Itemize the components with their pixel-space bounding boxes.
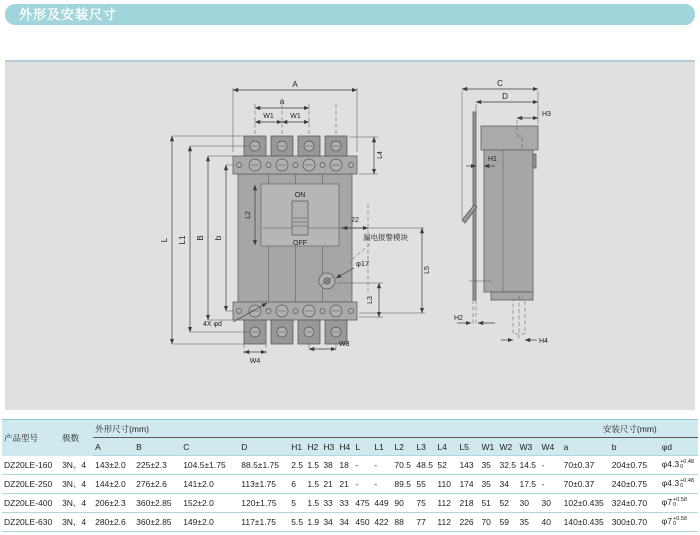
- col-header-16: W3: [517, 438, 539, 456]
- cell-dim-4: 5: [289, 494, 305, 513]
- sub-header-row: [2, 438, 698, 456]
- cell-dim-3: 117±1.75: [239, 513, 289, 532]
- cell-dim-1: 225±2.3: [134, 456, 181, 475]
- cell-dim-9: 449: [372, 494, 392, 513]
- cell-dim-17: 30: [540, 494, 562, 513]
- col-header-14: W1: [479, 438, 497, 456]
- col-header-20: φd: [660, 438, 698, 456]
- cell-dim-10: 88: [392, 513, 414, 532]
- dim-label-L5: L5: [424, 266, 431, 274]
- dim-label-L1: L1: [178, 235, 187, 245]
- side-view: [462, 112, 538, 338]
- cell-dim-0: 280±2.6: [93, 513, 134, 532]
- table-row: [2, 513, 698, 532]
- side-body: [484, 150, 533, 292]
- cell-dim-11: 48.5: [414, 456, 435, 475]
- dim-label-W1-left: W1: [263, 113, 274, 120]
- cell-dim-12: 112: [435, 494, 457, 513]
- dim-label-b: b: [214, 235, 223, 241]
- cell-dim-4: 5.5: [289, 513, 305, 532]
- page-title: 外形及安装尺寸: [19, 7, 118, 22]
- group-header-install-dims: 安装尺寸(mm): [562, 420, 698, 438]
- cell-dim-8: 450: [353, 513, 372, 532]
- cell-phi-d: φ4.3 +0.48 0: [660, 475, 698, 494]
- cell-dim-0: 206±2.3: [93, 494, 134, 513]
- cell-dim-13: 218: [457, 494, 479, 513]
- side-top-cover: [481, 126, 538, 150]
- drawing-panel: [5, 60, 695, 410]
- toggle-off-label: OFF: [293, 240, 307, 247]
- cell-poles: 3N、4: [60, 475, 93, 494]
- dim-label-W4: W4: [249, 358, 261, 365]
- cell-dim-1: 360±2.85: [134, 513, 181, 532]
- cell-dim-3: 113±1.75: [239, 475, 289, 494]
- cell-dim-1: 276±2.6: [134, 475, 181, 494]
- cell-dim-16: 17.5: [517, 475, 539, 494]
- cell-dim-18: 70±0.37: [562, 456, 610, 475]
- dim-label-C: C: [497, 79, 503, 88]
- cell-dim-10: 70.5: [392, 456, 414, 475]
- col-header-13: L5: [457, 438, 479, 456]
- cell-dim-7: 34: [337, 513, 353, 532]
- cell-dim-5: 1.5: [305, 475, 321, 494]
- cell-dim-10: 89.5: [392, 475, 414, 494]
- col-header-8: L: [353, 438, 372, 456]
- cell-dim-4: 6: [289, 475, 305, 494]
- cell-dim-0: 143±2.0: [93, 456, 134, 475]
- dim-label-H1: H1: [488, 156, 497, 163]
- dim-label-L: L: [160, 237, 169, 243]
- cell-dim-15: 34: [497, 475, 517, 494]
- cell-dim-12: 52: [435, 456, 457, 475]
- col-header-7: H4: [337, 438, 353, 456]
- cell-phi-d: φ4.3 +0.48 0: [660, 456, 698, 475]
- cell-dim-6: 38: [321, 456, 337, 475]
- col-header-2: C: [181, 438, 239, 456]
- cell-dim-11: 77: [414, 513, 435, 532]
- col-header-9: L1: [372, 438, 392, 456]
- dim-label-W1-right: W1: [290, 113, 301, 120]
- cell-phi-d: φ7 +0.58 0: [660, 513, 698, 532]
- cell-dim-5: 1.5: [305, 456, 321, 475]
- cell-dim-12: 112: [435, 513, 457, 532]
- cell-dim-2: 141±2.0: [181, 475, 239, 494]
- cell-dim-18: 102±0.435: [562, 494, 610, 513]
- cell-dim-3: 120±1.75: [239, 494, 289, 513]
- cell-model: DZ20LE-630: [2, 513, 60, 532]
- cell-model: DZ20LE-400: [2, 494, 60, 513]
- cell-dim-19: 204±0.75: [610, 456, 660, 475]
- cell-dim-7: 21: [337, 475, 353, 494]
- table-body: [2, 456, 698, 532]
- cell-dim-6: 21: [321, 475, 337, 494]
- dim-label-W3: W3: [339, 341, 350, 348]
- toggle-on-label: ON: [294, 192, 306, 199]
- dim-label-H2: H2: [454, 315, 463, 322]
- table-row: [2, 456, 698, 475]
- button-diameter-label: φ17: [356, 259, 370, 268]
- leakage-module-label: 漏电报警模块: [363, 233, 408, 242]
- table-row: [2, 475, 698, 494]
- cell-dim-9: -: [372, 475, 392, 494]
- dim-label-L3: L3: [367, 296, 374, 304]
- cell-dim-9: 422: [372, 513, 392, 532]
- cell-dim-10: 90: [392, 494, 414, 513]
- cell-dim-16: 30: [517, 494, 539, 513]
- cell-model: DZ20LE-250: [2, 475, 60, 494]
- cell-dim-2: 152±2.0: [181, 494, 239, 513]
- cell-dim-1: 360±2.85: [134, 494, 181, 513]
- cell-dim-16: 35: [517, 513, 539, 532]
- mounting-holes-label: 4X φd: [203, 321, 222, 328]
- dim-label-D: D: [502, 92, 508, 101]
- cell-phi-d: φ7 +0.58 0: [660, 494, 698, 513]
- cell-dim-8: 475: [353, 494, 372, 513]
- cell-dim-14: 35: [479, 456, 497, 475]
- col-header-12: L4: [435, 438, 457, 456]
- col-header-17: W4: [540, 438, 562, 456]
- cell-dim-17: -: [540, 475, 562, 494]
- col-header-15: W2: [497, 438, 517, 456]
- col-header-18: a: [562, 438, 610, 456]
- front-view: [233, 104, 424, 344]
- cell-dim-4: 2.5: [289, 456, 305, 475]
- dim-label-L2: L2: [245, 211, 252, 219]
- col-header-1: B: [134, 438, 181, 456]
- cell-dim-2: 149±2.0: [181, 513, 239, 532]
- cell-poles: 3N、4: [60, 513, 93, 532]
- cell-dim-8: -: [353, 475, 372, 494]
- col-header-19: b: [610, 438, 660, 456]
- dimensions-table: [2, 419, 698, 532]
- group-header-outline-dims: 外形尺寸(mm): [93, 420, 562, 438]
- dimensions-table-wrap: [2, 419, 698, 532]
- cell-dim-5: 1.9: [305, 513, 321, 532]
- cell-dim-15: 52: [497, 494, 517, 513]
- dim-label-H3: H3: [542, 111, 551, 118]
- cell-dim-11: 55: [414, 475, 435, 494]
- cell-dim-19: 300±0.70: [610, 513, 660, 532]
- cell-dim-12: 110: [435, 475, 457, 494]
- cell-dim-18: 140±0.435: [562, 513, 610, 532]
- cell-poles: 3N、4: [60, 456, 93, 475]
- cell-dim-5: 1.5: [305, 494, 321, 513]
- col-header-5: H2: [305, 438, 321, 456]
- dim-label-A: A: [292, 80, 298, 89]
- col-header-10: L2: [392, 438, 414, 456]
- cell-dim-19: 324±0.70: [610, 494, 660, 513]
- col-header-6: H3: [321, 438, 337, 456]
- cell-dim-18: 70±0.37: [562, 475, 610, 494]
- cell-dim-14: 51: [479, 494, 497, 513]
- col-header-11: L3: [414, 438, 435, 456]
- cell-dim-6: 34: [321, 513, 337, 532]
- cell-poles: 3N、4: [60, 494, 93, 513]
- technical-drawing: [5, 62, 695, 410]
- cell-dim-9: -: [372, 456, 392, 475]
- cell-dim-13: 143: [457, 456, 479, 475]
- dim-label-22: 22: [351, 217, 359, 224]
- cell-dim-13: 226: [457, 513, 479, 532]
- cell-dim-7: 18: [337, 456, 353, 475]
- cell-dim-6: 33: [321, 494, 337, 513]
- col-header-4: H1: [289, 438, 305, 456]
- col-header-3: D: [239, 438, 289, 456]
- dim-label-B: B: [196, 235, 205, 241]
- cell-dim-3: 88.5±1.75: [239, 456, 289, 475]
- cell-model: DZ20LE-160: [2, 456, 60, 475]
- cell-dim-13: 174: [457, 475, 479, 494]
- cell-dim-17: -: [540, 456, 562, 475]
- cell-dim-7: 33: [337, 494, 353, 513]
- section-title-bar: [5, 4, 695, 25]
- dim-label-L4: L4: [377, 151, 384, 159]
- cell-dim-0: 144±2.0: [93, 475, 134, 494]
- cell-dim-14: 35: [479, 475, 497, 494]
- cell-dim-8: -: [353, 456, 372, 475]
- cell-dim-14: 70: [479, 513, 497, 532]
- col-header-product-model: 产品型号: [2, 420, 60, 456]
- cell-dim-15: 59: [497, 513, 517, 532]
- col-header-poles: 极数: [60, 420, 93, 456]
- cell-dim-2: 104.5±1.75: [181, 456, 239, 475]
- cell-dim-17: 40: [540, 513, 562, 532]
- dim-label-a: a: [279, 97, 285, 106]
- cell-dim-15: 32.5: [497, 456, 517, 475]
- cell-dim-11: 75: [414, 494, 435, 513]
- col-header-0: A: [93, 438, 134, 456]
- cell-dim-16: 14.5: [517, 456, 539, 475]
- dim-label-H4: H4: [539, 338, 548, 345]
- table-row: [2, 494, 698, 513]
- cell-dim-19: 240±0.75: [610, 475, 660, 494]
